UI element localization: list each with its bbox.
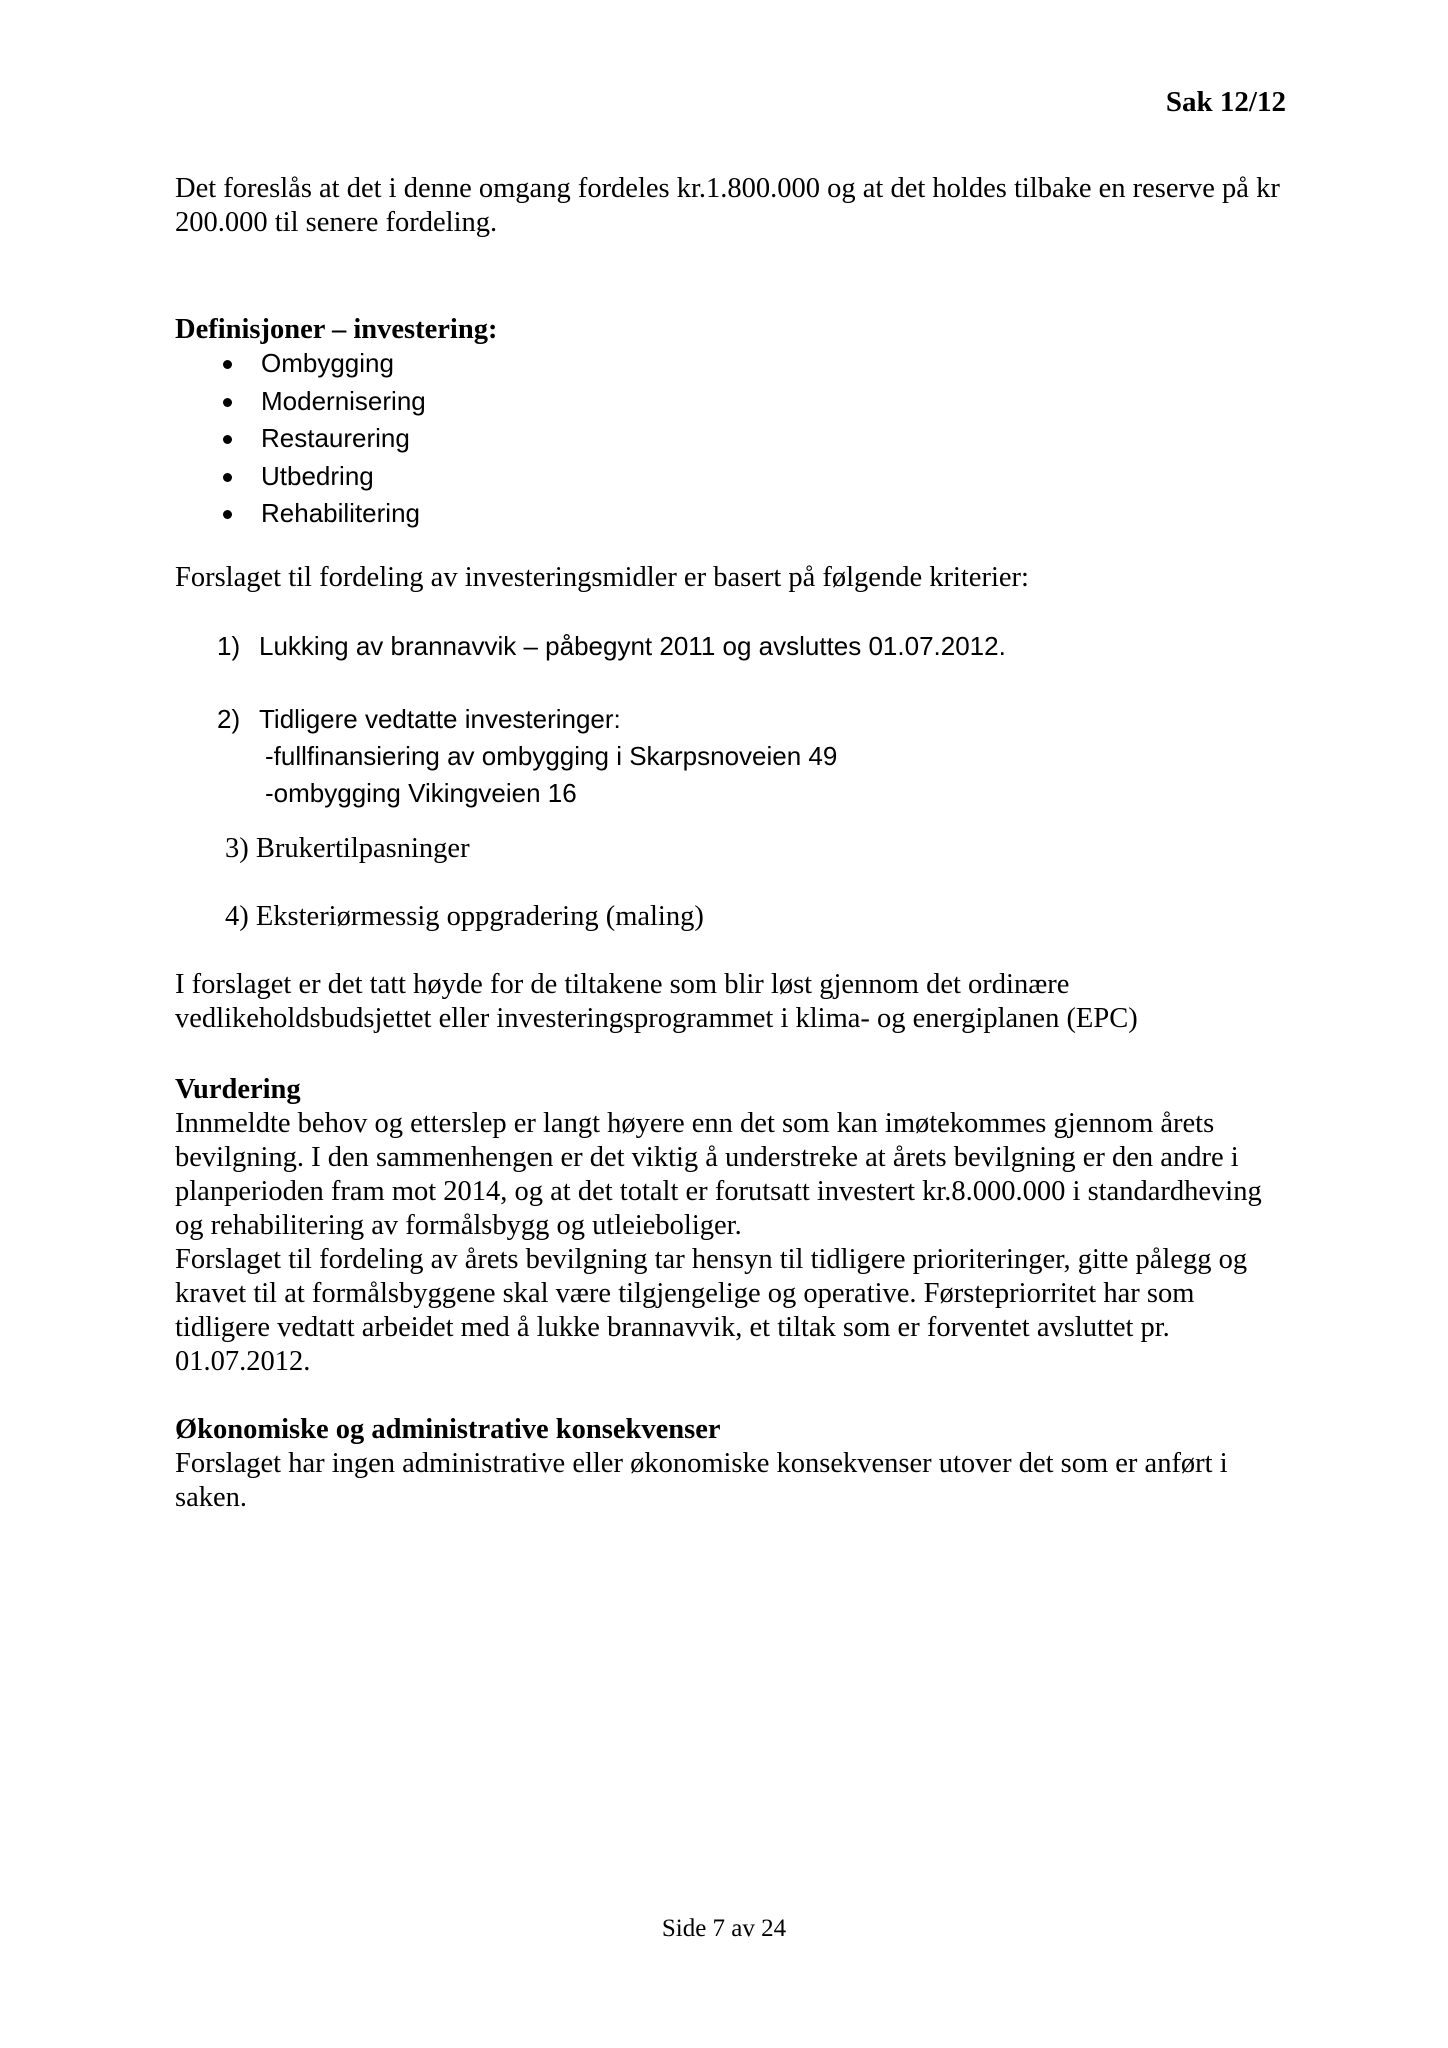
bullet-icon (223, 510, 232, 519)
list-item: Modernisering (175, 383, 426, 421)
criterion-2-sub-2: -ombygging Vikingveien 16 (265, 778, 577, 808)
bullet-icon (223, 398, 232, 407)
criterion-2-sub-1: -fullfinansiering av ombygging i Skarpsnoveien 49 (265, 741, 838, 771)
consequences-heading: Økonomiske og administrative konsekvenser (175, 1414, 721, 1445)
criteria-intro: Forslaget til fordeling av investeringsmidler er basert på følgende kriterier: (175, 562, 1029, 593)
bullet-icon (223, 360, 232, 369)
assessment-paragraph-1: Innmeldte behov og etterslep er langt høyere enn det som kan imøtekommes gjennom årets bevilgning. I den sammenhengen er det viktig å understreke at årets bevilgning er den andre i planperioden fram mot 2014, og at det totalt er forutsatt investert kr.8.000.000 i standardheving og rehabilitering av formålsbygg og utleieboliger. (175, 1108, 1262, 1241)
definitions-heading: Definisjoner – investering: (175, 314, 498, 345)
intro-paragraph: Det foreslås at det i denne omgang fordeles kr.1.800.000 og at det holdes tilbake en reserve på kr 200.000 til senere fordeling. (175, 173, 1280, 238)
list-item: Rehabilitering (175, 495, 426, 533)
criterion-2: 2) Tidligere vedtatte investeringer: (217, 704, 621, 734)
assessment-heading: Vurdering (175, 1074, 301, 1105)
criterion-1: 1) Lukking av brannavvik – påbegynt 2011 og avsluttes 01.07.2012. (217, 631, 1006, 661)
definitions-list (175, 345, 426, 533)
list-item: Ombygging (175, 345, 426, 383)
assessment-paragraph-2: Forslaget til fordeling av årets bevilgning tar hensyn til tidligere prioriteringer, gitte pålegg og kravet til at formålsbyggene skal være tilgjengelige og operative. Førstepriorritet har som tidligere vedtatt arbeidet med å lukke brannavvik, et tiltak som er forventet avsluttet pr. 01.07.2012. (175, 1244, 1248, 1377)
page-number: Side 7 av 24 (661, 1915, 787, 1942)
bullet-icon (223, 435, 232, 444)
list-item: Restaurering (175, 420, 426, 458)
criterion-4: 4) Eksteriørmessig oppgradering (maling) (225, 901, 704, 932)
case-number: Sak 12/12 (1165, 86, 1286, 118)
bullet-icon (223, 473, 232, 482)
consequences-paragraph: Forslaget har ingen administrative eller økonomiske konsekvenser utover det som er anført i saken. (175, 1448, 1228, 1513)
list-item: Utbedring (175, 458, 426, 496)
note-paragraph: I forslaget er det tatt høyde for de tiltakene som blir løst gjennom det ordinære vedlikeholdsbudsjettet eller investeringsprogrammet i klima- og energiplanen (EPC) (175, 969, 1138, 1034)
criterion-3: 3) Brukertilpasninger (225, 833, 470, 864)
